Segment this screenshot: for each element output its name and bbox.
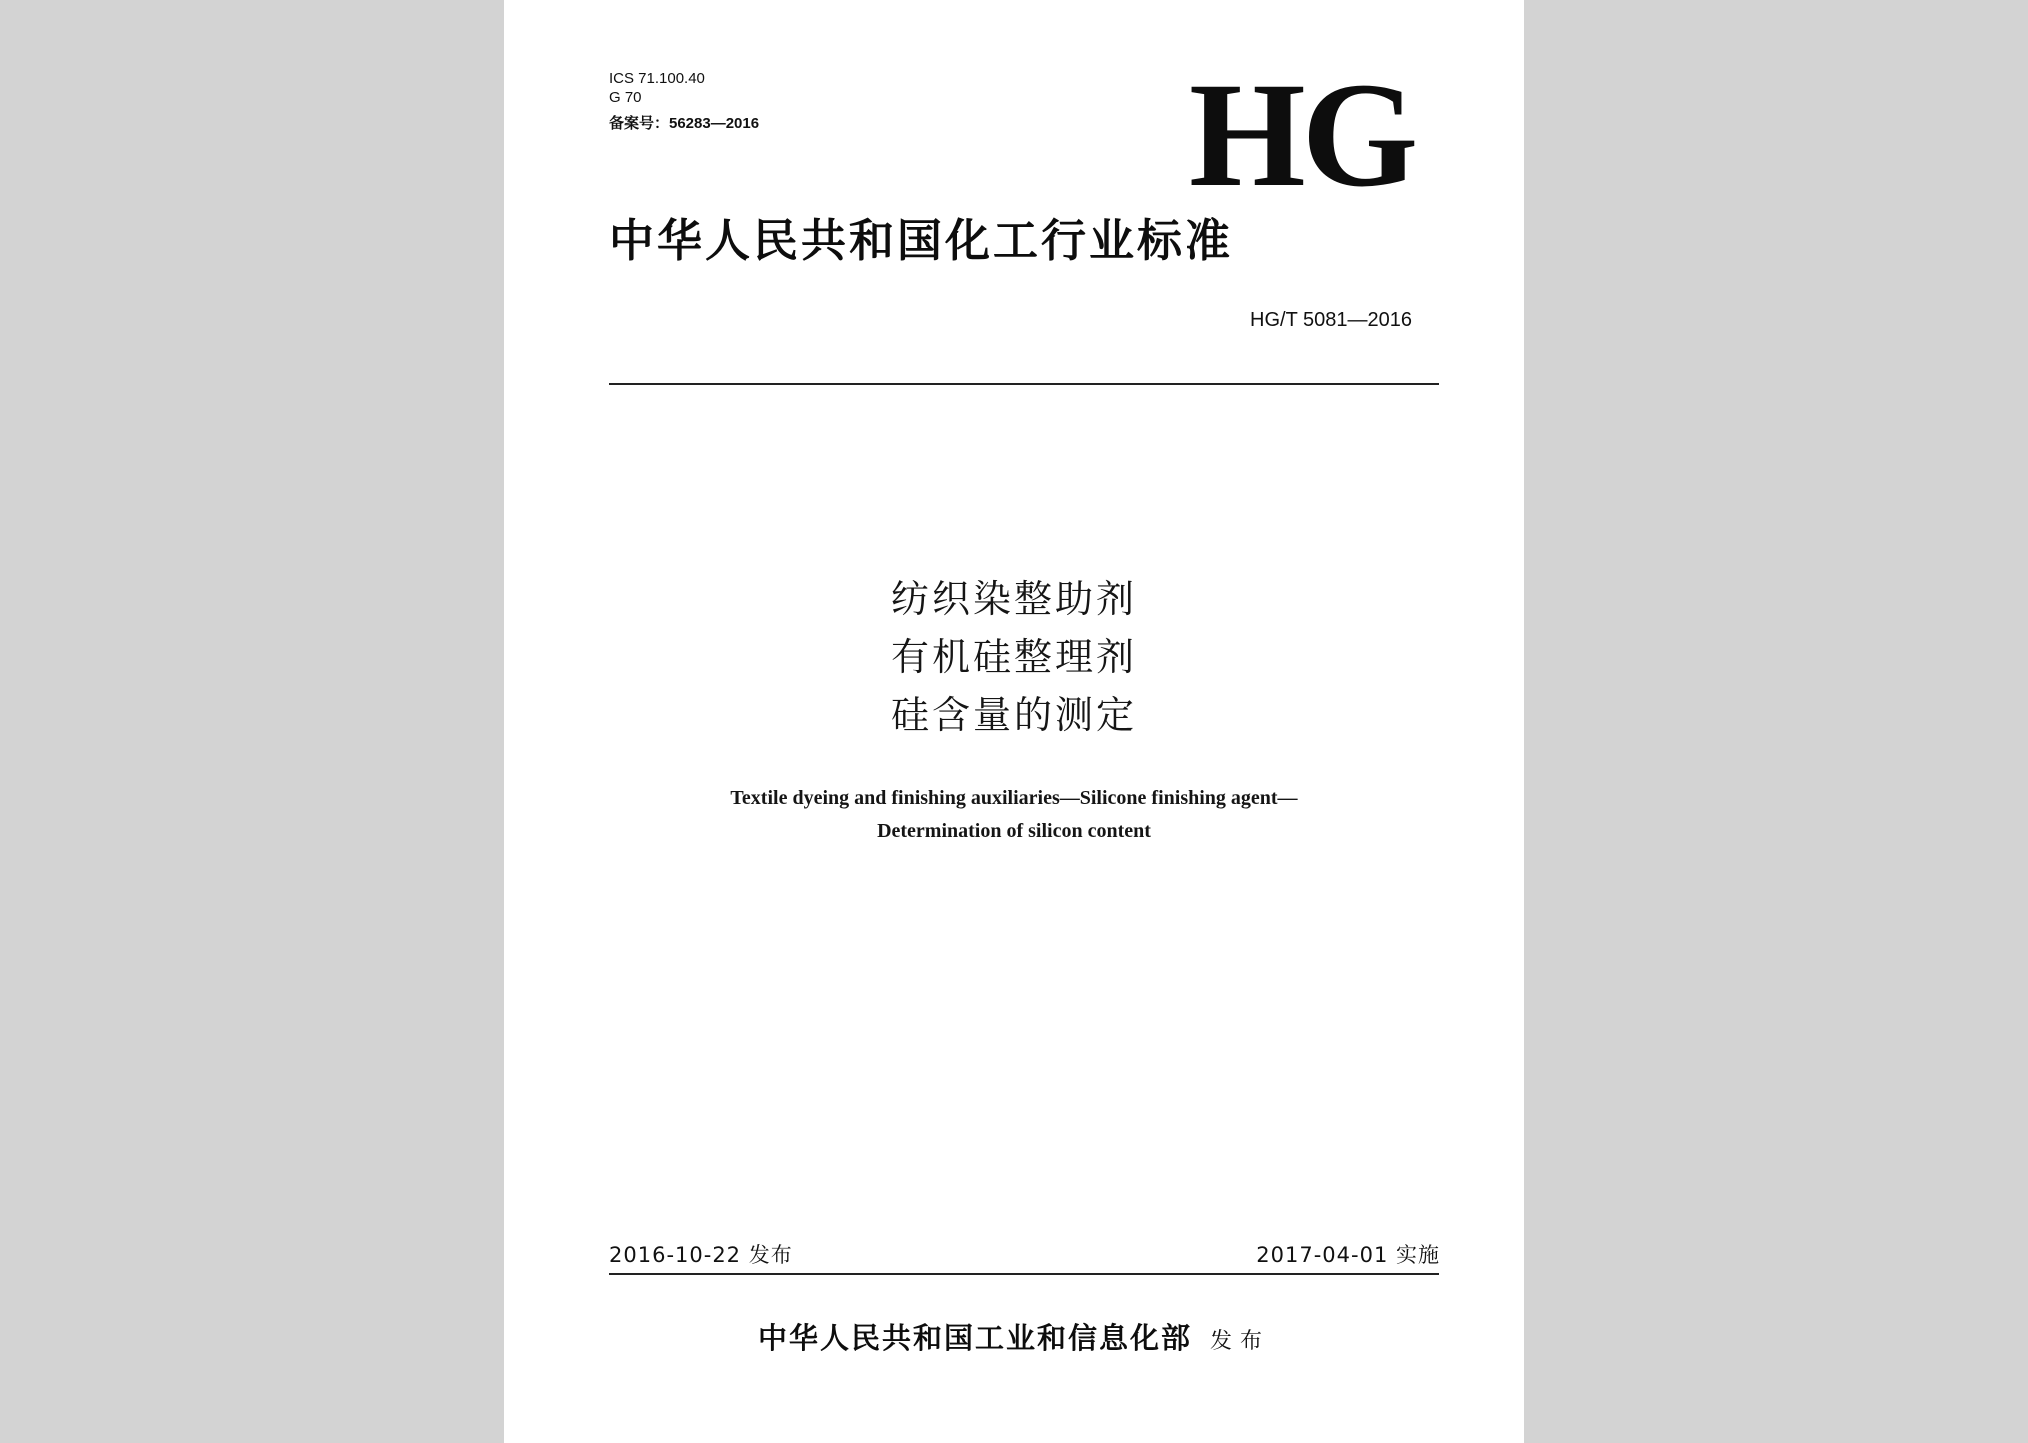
- top-divider: [609, 383, 1439, 385]
- publisher-line: [504, 1318, 1524, 1362]
- ccs-code: G 70: [609, 89, 642, 106]
- bottom-divider: [609, 1273, 1439, 1275]
- chinese-title: [504, 570, 1524, 744]
- english-title-line: Textile dyeing and finishing auxiliaries—Silicone finishing agent—: [730, 787, 1298, 809]
- chinese-title-line: 硅含量的测定: [890, 693, 1137, 737]
- english-title: [504, 782, 1524, 848]
- ics-code: ICS 71.100.40: [609, 70, 705, 87]
- implementation-date: 2017-04-01 实施: [1256, 1243, 1440, 1267]
- document-page: [504, 0, 1524, 1443]
- chinese-title-line: 有机硅整理剂: [890, 635, 1137, 679]
- standard-code: HG/T 5081—2016: [1250, 309, 1412, 331]
- english-title-line: Determination of silicon content: [877, 820, 1151, 842]
- chinese-title-line: 纺织染整助剂: [890, 577, 1137, 621]
- publisher-name: 中华人民共和国工业和信息化部: [757, 1321, 1192, 1355]
- publisher-verb: 发布: [1210, 1329, 1271, 1354]
- standard-type-title: 中华人民共和国化工行业标准: [609, 214, 1234, 267]
- issue-date: 2016-10-22 发布: [609, 1243, 793, 1267]
- record-number: 备案号：56283—2016: [609, 115, 760, 132]
- hg-logo: HG: [1189, 52, 1415, 218]
